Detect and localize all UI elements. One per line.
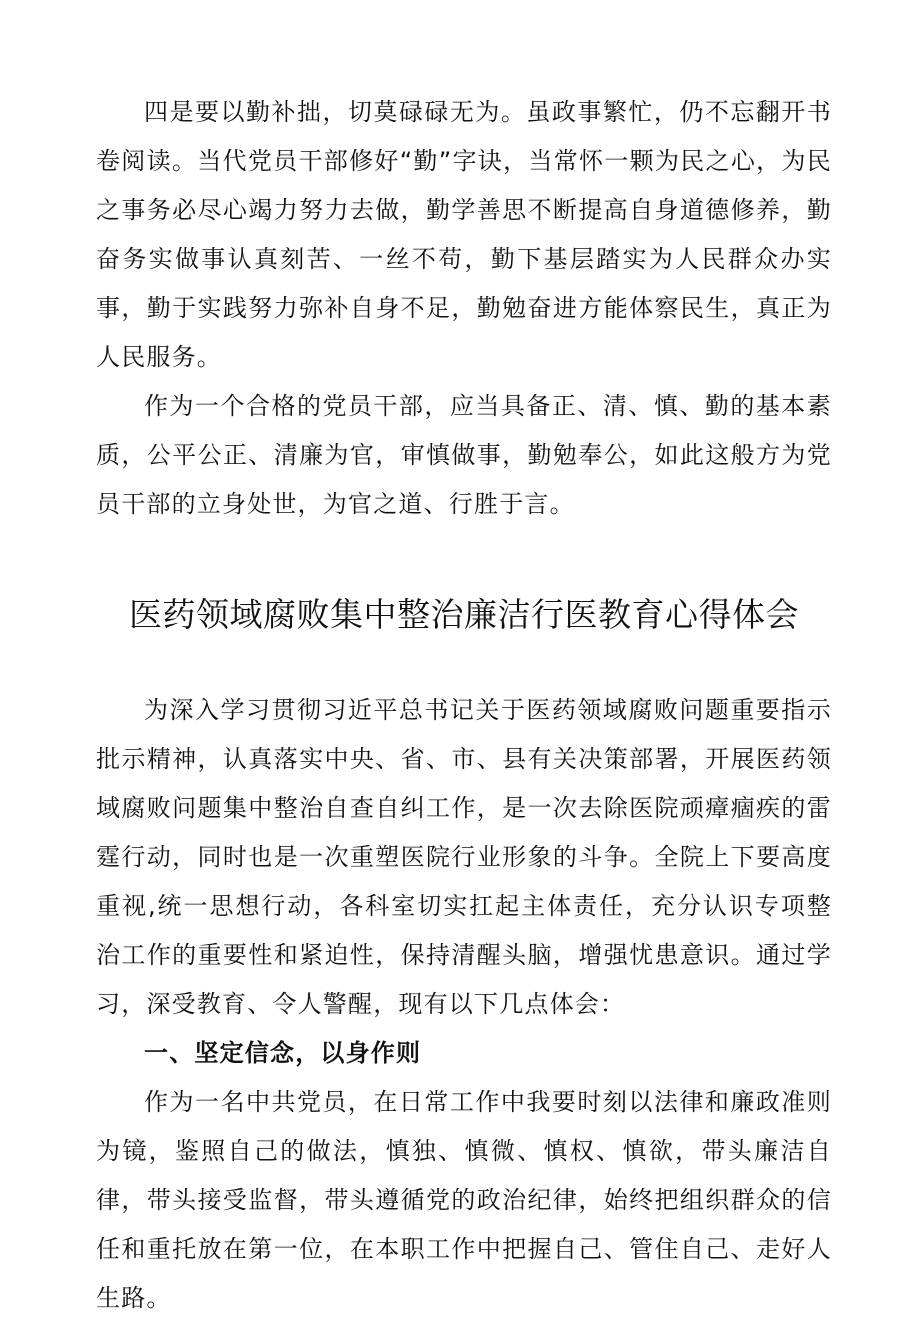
section-heading-1: 一、坚定信念，以身作则	[144, 1039, 422, 1067]
document-title: 医药领域腐败集中整治廉洁行医教育心得体会	[129, 595, 799, 634]
paragraph-section-1: 作为一名中共党员，在日常工作中我要时刻以法律和廉政准则为镜，鉴照自己的做法，慎独、慎微、慎权、慎欲，带头廉洁自律，带头接受监督，带头遵循党的政治纪律，始终把组织群众的信任和重托放在第一位，在本职工作中把握自己、管住自己、走好人生路。	[96, 1088, 832, 1312]
paragraph-intro: 为深入学习贯彻习近平总书记关于医药领域腐败问题重要指示批示精神，认真落实中央、省、市、县有关决策部署，开展医药领域腐败问题集中整治自查自纠工作，是一次去除医院顽瘴痼疾的雷霆行动，同时也是一次重塑医院行业形象的斗争。全院上下要高度重视,统一思想行动，各科室切实扛起主体责任，充分认识专项整治工作的重要性和紧迫性，保持清醒头脑，增强忧患意识。通过学习，深受教育、令人警醒，现有以下几点体会：	[96, 696, 832, 1018]
document-page	[96, 88, 832, 1323]
paragraph-diligence: 四是要以勤补拙，切莫碌碌无为。虽政事繁忙，仍不忘翻开书卷阅读。当代党员干部修好“勤”字诀，当常怀一颗为民之心，为民之事务必尽心竭力努力去做，勤学善思不断提高自身道德修养，勤奋务实做事认真刻苦、一丝不苟，勤下基层踏实为人民群众办实事，勤于实践努力弥补自身不足，勤勉奋进方能体察民生，真正为人民服务。	[96, 98, 832, 371]
paragraph-qualified-cadre: 作为一个合格的党员干部，应当具备正、清、慎、勤的基本素质，公平公正、清廉为官，审慎做事，勤勉奉公，如此这般方为党员干部的立身处世，为官之道、行胜于言。	[96, 392, 832, 518]
